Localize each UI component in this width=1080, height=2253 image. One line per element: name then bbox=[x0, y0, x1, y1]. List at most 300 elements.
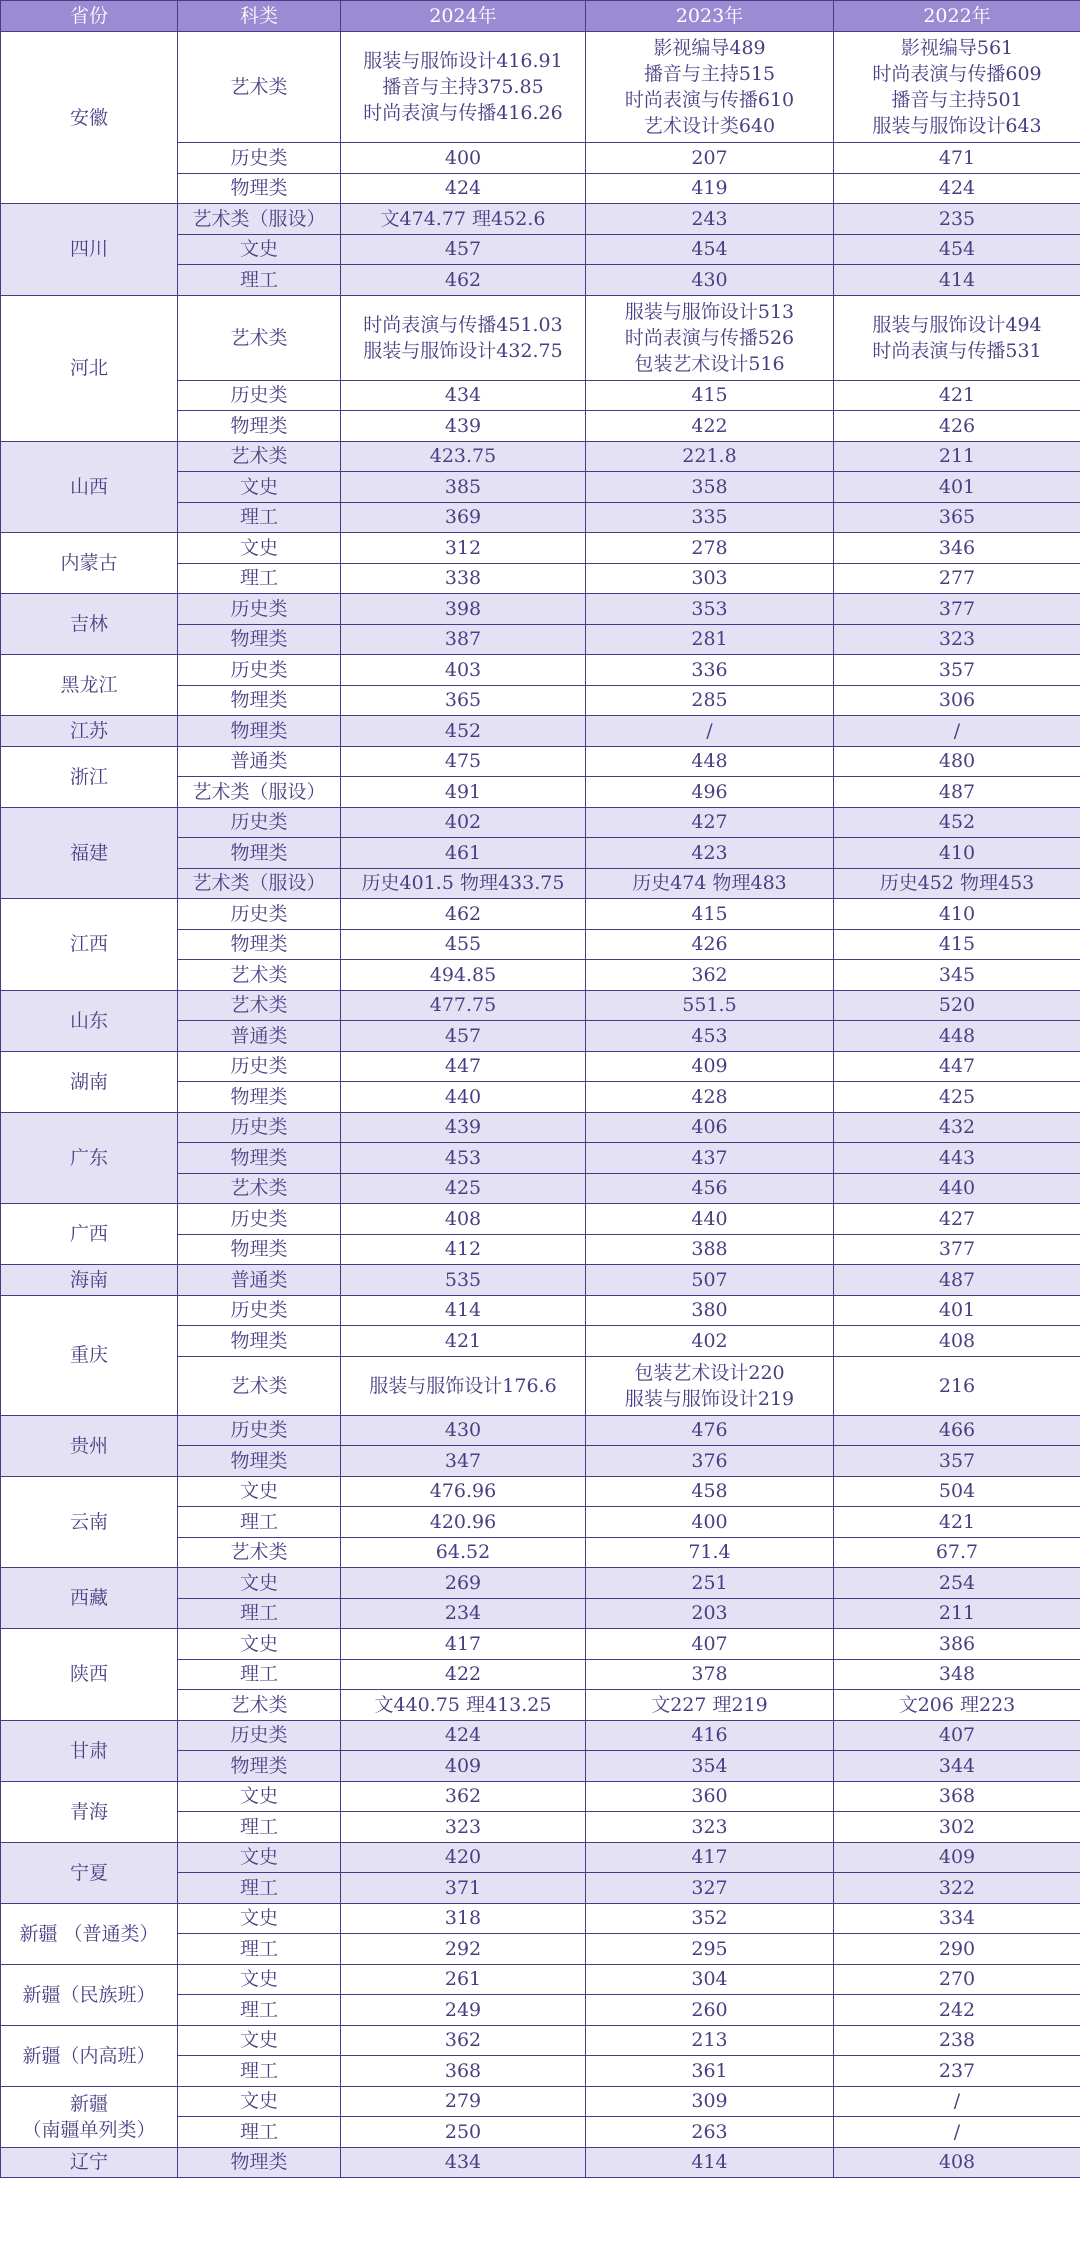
table-row bbox=[1, 1112, 1080, 1143]
score-cell-2024 bbox=[341, 1842, 586, 1873]
score-line: 476.96 bbox=[429, 1480, 497, 1503]
score-line: 408 bbox=[444, 1207, 482, 1230]
score-line: 424 bbox=[444, 1724, 482, 1747]
score-cell-2022 bbox=[834, 533, 1080, 564]
score-line: 318 bbox=[444, 1907, 482, 1930]
category-cell: 文史 bbox=[178, 1476, 341, 1507]
score-line: 385 bbox=[444, 475, 482, 498]
score-line: 417 bbox=[444, 1632, 482, 1655]
category-cell: 艺术类 bbox=[178, 1690, 341, 1721]
table-row bbox=[1, 1295, 1080, 1326]
table-row bbox=[1, 204, 1080, 235]
score-line: 447 bbox=[444, 1055, 482, 1078]
score-line: 357 bbox=[938, 1449, 976, 1472]
score-line: 420.96 bbox=[429, 1510, 497, 1533]
header-year-2023: 2023年 bbox=[586, 1, 834, 32]
score-line: 475 bbox=[444, 750, 482, 773]
score-line: 327 bbox=[691, 1876, 728, 1899]
score-line: 434 bbox=[444, 384, 482, 407]
score-cell-2022 bbox=[834, 1356, 1080, 1415]
score-line: 400 bbox=[691, 1510, 728, 1533]
score-cell-2024 bbox=[341, 807, 586, 838]
score-cell-2022 bbox=[834, 1476, 1080, 1507]
score-line: 文440.75 理413.25 bbox=[374, 1693, 552, 1716]
score-cell-2024 bbox=[341, 746, 586, 777]
category-cell: 艺术类（服设） bbox=[178, 204, 341, 235]
score-line: 414 bbox=[444, 1299, 482, 1322]
category-cell: 物理类 bbox=[178, 685, 341, 716]
province-cell: 浙江 bbox=[1, 746, 178, 807]
score-line: 时尚表演与传播451.03 bbox=[363, 313, 563, 336]
score-cell-2023 bbox=[586, 1995, 834, 2026]
province-cell: 青海 bbox=[1, 1781, 178, 1842]
score-cell-2024 bbox=[341, 1903, 586, 1934]
province-cell: 广东 bbox=[1, 1112, 178, 1204]
score-cell-2023 bbox=[586, 929, 834, 960]
score-cell-2023 bbox=[586, 295, 834, 380]
score-cell-2023 bbox=[586, 2117, 834, 2148]
score-line: 250 bbox=[444, 2120, 482, 2143]
score-cell-2022 bbox=[834, 143, 1080, 174]
score-line: 430 bbox=[444, 1419, 482, 1442]
score-cell-2022 bbox=[834, 32, 1080, 143]
score-line: 64.52 bbox=[435, 1541, 491, 1564]
score-cell-2024 bbox=[341, 502, 586, 533]
score-cell-2024 bbox=[341, 1995, 586, 2026]
score-cell-2022 bbox=[834, 1934, 1080, 1965]
score-line: 服装与服饰设计432.75 bbox=[363, 339, 563, 362]
score-cell-2024 bbox=[341, 868, 586, 899]
category-cell: 文史 bbox=[178, 1903, 341, 1934]
score-cell-2024 bbox=[341, 1021, 586, 1052]
table-row bbox=[1, 441, 1080, 472]
table-body bbox=[1, 32, 1080, 2178]
score-cell-2022 bbox=[834, 2117, 1080, 2148]
score-line: 424 bbox=[444, 177, 482, 200]
score-cell-2024 bbox=[341, 411, 586, 442]
score-line: 387 bbox=[444, 628, 482, 651]
score-line: 423 bbox=[691, 841, 728, 864]
table-row bbox=[1, 2025, 1080, 2056]
score-cell-2022 bbox=[834, 1082, 1080, 1113]
table-row bbox=[1, 1629, 1080, 1660]
score-line: 243 bbox=[691, 207, 728, 230]
score-line: 323 bbox=[938, 628, 976, 651]
score-cell-2023 bbox=[586, 1781, 834, 1812]
category-cell: 普通类 bbox=[178, 1265, 341, 1296]
category-cell: 历史类 bbox=[178, 807, 341, 838]
score-line: 影视编导489 bbox=[653, 37, 766, 59]
category-cell: 理工 bbox=[178, 265, 341, 296]
table-row bbox=[1, 1476, 1080, 1507]
score-line: 354 bbox=[691, 1754, 728, 1777]
score-line: 448 bbox=[938, 1024, 976, 1047]
score-line: 471 bbox=[938, 146, 976, 169]
score-line: 345 bbox=[938, 963, 976, 986]
score-cell-2023 bbox=[586, 1143, 834, 1174]
score-cell-2022 bbox=[834, 1629, 1080, 1660]
table-row bbox=[1, 1964, 1080, 1995]
score-cell-2024 bbox=[341, 777, 586, 808]
score-cell-2023 bbox=[586, 533, 834, 564]
category-cell: 文史 bbox=[178, 472, 341, 503]
score-cell-2022 bbox=[834, 265, 1080, 296]
score-line: 211 bbox=[938, 1602, 976, 1625]
score-line: 458 bbox=[691, 1480, 728, 1503]
score-cell-2022 bbox=[834, 2025, 1080, 2056]
score-line: 362 bbox=[691, 963, 728, 986]
table-row bbox=[1, 295, 1080, 380]
table-row bbox=[1, 1265, 1080, 1296]
score-line: 424 bbox=[938, 177, 976, 200]
score-cell-2024 bbox=[341, 1964, 586, 1995]
score-cell-2023 bbox=[586, 1812, 834, 1843]
score-cell-2023 bbox=[586, 2086, 834, 2117]
score-cell-2023 bbox=[586, 594, 834, 625]
score-cell-2024 bbox=[341, 990, 586, 1021]
score-cell-2022 bbox=[834, 173, 1080, 204]
score-line: 艺术设计类640 bbox=[643, 115, 776, 137]
province-cell: 贵州 bbox=[1, 1415, 178, 1476]
score-cell-2024 bbox=[341, 929, 586, 960]
score-line: 338 bbox=[444, 567, 482, 590]
score-line: 423.75 bbox=[429, 445, 497, 468]
table-row bbox=[1, 899, 1080, 930]
province-cell: 陕西 bbox=[1, 1629, 178, 1721]
score-line: 456 bbox=[691, 1177, 728, 1200]
score-cell-2023 bbox=[586, 868, 834, 899]
score-line: 304 bbox=[691, 1968, 728, 1991]
score-cell-2024 bbox=[341, 2117, 586, 2148]
score-cell-2024 bbox=[341, 960, 586, 991]
score-line: 包装艺术设计220 bbox=[634, 1361, 785, 1384]
score-line: 432 bbox=[938, 1116, 976, 1139]
score-line: 409 bbox=[691, 1055, 728, 1078]
score-line: 71.4 bbox=[688, 1541, 731, 1564]
province-cell: 新疆 （普通类） bbox=[1, 1903, 178, 1964]
score-line: 415 bbox=[691, 902, 728, 925]
score-line: 295 bbox=[691, 1937, 728, 1960]
score-line: 290 bbox=[938, 1937, 976, 1960]
category-cell: 艺术类 bbox=[178, 1356, 341, 1415]
score-cell-2024 bbox=[341, 1690, 586, 1721]
score-line: 430 bbox=[691, 268, 728, 291]
score-line: 447 bbox=[938, 1055, 976, 1078]
score-line: 文227 理219 bbox=[651, 1693, 768, 1716]
score-cell-2024 bbox=[341, 594, 586, 625]
category-cell: 物理类 bbox=[178, 1446, 341, 1477]
province-cell: 新疆（民族班） bbox=[1, 1964, 178, 2025]
score-line: / bbox=[953, 719, 961, 742]
score-line: 285 bbox=[691, 689, 728, 712]
score-line: 302 bbox=[938, 1815, 976, 1838]
province-cell: 重庆 bbox=[1, 1295, 178, 1415]
score-cell-2022 bbox=[834, 1326, 1080, 1357]
category-cell: 历史类 bbox=[178, 1415, 341, 1446]
score-cell-2023 bbox=[586, 1173, 834, 1204]
province-cell: 江苏 bbox=[1, 716, 178, 747]
score-line: 播音与主持375.85 bbox=[382, 76, 544, 98]
score-cell-2022 bbox=[834, 1234, 1080, 1265]
score-line: 服装与服饰设计643 bbox=[872, 115, 1042, 137]
score-cell-2022 bbox=[834, 380, 1080, 411]
score-cell-2023 bbox=[586, 1903, 834, 1934]
score-cell-2023 bbox=[586, 234, 834, 265]
score-cell-2024 bbox=[341, 716, 586, 747]
score-cell-2022 bbox=[834, 1781, 1080, 1812]
score-cell-2024 bbox=[341, 1781, 586, 1812]
score-line: 477.75 bbox=[429, 994, 497, 1017]
score-line: 407 bbox=[938, 1724, 976, 1747]
category-cell: 艺术类 bbox=[178, 960, 341, 991]
table-row bbox=[1, 1720, 1080, 1751]
score-line: 415 bbox=[938, 933, 976, 956]
province-cell: 辽宁 bbox=[1, 2147, 178, 2178]
score-cell-2023 bbox=[586, 1476, 834, 1507]
score-cell-2024 bbox=[341, 441, 586, 472]
score-line: 380 bbox=[691, 1299, 728, 1322]
score-cell-2023 bbox=[586, 1659, 834, 1690]
header-province: 省份 bbox=[1, 1, 178, 32]
score-line: 时尚表演与传播610 bbox=[624, 89, 795, 111]
province-cell: 山西 bbox=[1, 441, 178, 533]
table-row bbox=[1, 1903, 1080, 1934]
category-cell: 文史 bbox=[178, 1568, 341, 1599]
score-line: 362 bbox=[444, 2029, 482, 2052]
category-cell: 普通类 bbox=[178, 1021, 341, 1052]
score-cell-2024 bbox=[341, 1143, 586, 1174]
score-cell-2024 bbox=[341, 2086, 586, 2117]
category-cell: 文史 bbox=[178, 1629, 341, 1660]
score-line: 358 bbox=[691, 475, 728, 498]
score-line: 377 bbox=[938, 597, 976, 620]
score-line: 277 bbox=[938, 567, 976, 590]
category-cell: 理工 bbox=[178, 2117, 341, 2148]
score-cell-2024 bbox=[341, 1295, 586, 1326]
score-line: 466 bbox=[938, 1419, 976, 1442]
table-row bbox=[1, 990, 1080, 1021]
score-line: 365 bbox=[938, 506, 976, 529]
score-line: 454 bbox=[691, 238, 728, 261]
score-line: 211 bbox=[938, 445, 976, 468]
province-cell: 安徽 bbox=[1, 32, 178, 204]
table-row bbox=[1, 1204, 1080, 1235]
score-line: 421 bbox=[444, 1329, 482, 1352]
score-line: 400 bbox=[444, 146, 482, 169]
score-line: 410 bbox=[938, 841, 976, 864]
province-cell: 新疆 （南疆单列类） bbox=[1, 2086, 178, 2147]
score-cell-2023 bbox=[586, 1446, 834, 1477]
score-cell-2022 bbox=[834, 1690, 1080, 1721]
category-cell: 历史类 bbox=[178, 1295, 341, 1326]
score-line: 504 bbox=[938, 1480, 976, 1503]
score-line: 440 bbox=[444, 1085, 482, 1108]
score-line: 398 bbox=[444, 597, 482, 620]
score-line: 476 bbox=[691, 1419, 728, 1442]
score-cell-2024 bbox=[341, 173, 586, 204]
score-line: 历史401.5 物理433.75 bbox=[361, 872, 565, 895]
score-line: 487 bbox=[938, 780, 976, 803]
table-row bbox=[1, 2147, 1080, 2178]
score-cell-2023 bbox=[586, 838, 834, 869]
score-line: 417 bbox=[691, 1846, 728, 1869]
header-year-2022: 2022年 bbox=[834, 1, 1080, 32]
score-cell-2022 bbox=[834, 1659, 1080, 1690]
score-line: 425 bbox=[444, 1177, 482, 1200]
score-cell-2023 bbox=[586, 655, 834, 686]
score-cell-2022 bbox=[834, 1537, 1080, 1568]
category-cell: 物理类 bbox=[178, 2147, 341, 2178]
score-line: / bbox=[706, 719, 713, 742]
score-cell-2024 bbox=[341, 143, 586, 174]
score-line: 服装与服饰设计494 bbox=[872, 313, 1042, 336]
score-line: / bbox=[953, 2120, 961, 2143]
score-line: 455 bbox=[444, 933, 482, 956]
score-line: / bbox=[953, 2090, 961, 2113]
score-cell-2022 bbox=[834, 868, 1080, 899]
score-cell-2024 bbox=[341, 234, 586, 265]
score-cell-2024 bbox=[341, 1568, 586, 1599]
province-cell: 新疆（内高班） bbox=[1, 2025, 178, 2086]
score-cell-2022 bbox=[834, 502, 1080, 533]
province-cell: 西藏 bbox=[1, 1568, 178, 1629]
score-line: 434 bbox=[444, 2151, 482, 2174]
score-cell-2022 bbox=[834, 2147, 1080, 2178]
score-cell-2023 bbox=[586, 1415, 834, 1446]
score-cell-2023 bbox=[586, 204, 834, 235]
score-line: 457 bbox=[444, 1024, 482, 1047]
score-cell-2024 bbox=[341, 265, 586, 296]
score-cell-2023 bbox=[586, 1690, 834, 1721]
category-cell: 艺术类（服设） bbox=[178, 777, 341, 808]
category-cell: 艺术类 bbox=[178, 295, 341, 380]
category-cell: 普通类 bbox=[178, 746, 341, 777]
score-cell-2023 bbox=[586, 411, 834, 442]
score-line: 487 bbox=[938, 1268, 976, 1291]
header-year-2024: 2024年 bbox=[341, 1, 586, 32]
score-line: 491 bbox=[444, 780, 482, 803]
category-cell: 历史类 bbox=[178, 655, 341, 686]
table-row bbox=[1, 655, 1080, 686]
score-line: 421 bbox=[938, 384, 976, 407]
category-cell: 理工 bbox=[178, 2056, 341, 2087]
table-row bbox=[1, 533, 1080, 564]
province-cell: 湖南 bbox=[1, 1051, 178, 1112]
score-cell-2024 bbox=[341, 472, 586, 503]
score-cell-2024 bbox=[341, 1507, 586, 1538]
score-cell-2024 bbox=[341, 533, 586, 564]
score-line: 357 bbox=[938, 658, 976, 681]
header-category: 科类 bbox=[178, 1, 341, 32]
score-line: 362 bbox=[444, 1785, 482, 1808]
score-line: 323 bbox=[444, 1815, 482, 1838]
province-cell: 福建 bbox=[1, 807, 178, 899]
score-line: 237 bbox=[938, 2059, 976, 2082]
score-line: 360 bbox=[691, 1785, 728, 1808]
score-cell-2023 bbox=[586, 1964, 834, 1995]
score-cell-2023 bbox=[586, 563, 834, 594]
score-cell-2024 bbox=[341, 1051, 586, 1082]
score-line: 402 bbox=[444, 811, 482, 834]
score-cell-2023 bbox=[586, 2025, 834, 2056]
score-cell-2024 bbox=[341, 1082, 586, 1113]
score-cell-2023 bbox=[586, 380, 834, 411]
score-cell-2024 bbox=[341, 380, 586, 411]
category-cell: 物理类 bbox=[178, 411, 341, 442]
score-cell-2024 bbox=[341, 624, 586, 655]
score-cell-2023 bbox=[586, 1356, 834, 1415]
score-line: 334 bbox=[938, 1907, 976, 1930]
score-cell-2023 bbox=[586, 899, 834, 930]
score-line: 378 bbox=[691, 1663, 728, 1686]
score-cell-2022 bbox=[834, 295, 1080, 380]
table-row bbox=[1, 2086, 1080, 2117]
score-cell-2022 bbox=[834, 1415, 1080, 1446]
score-line: 406 bbox=[691, 1116, 728, 1139]
province-cell: 河北 bbox=[1, 295, 178, 441]
score-cell-2023 bbox=[586, 1873, 834, 1904]
category-cell: 历史类 bbox=[178, 1204, 341, 1235]
score-line: 461 bbox=[444, 841, 482, 864]
score-cell-2024 bbox=[341, 1720, 586, 1751]
score-line: 535 bbox=[444, 1268, 482, 1291]
score-cell-2022 bbox=[834, 411, 1080, 442]
score-cell-2022 bbox=[834, 777, 1080, 808]
score-cell-2024 bbox=[341, 1112, 586, 1143]
score-line: 281 bbox=[691, 628, 728, 651]
score-line: 437 bbox=[691, 1146, 728, 1169]
score-cell-2024 bbox=[341, 1234, 586, 1265]
score-cell-2023 bbox=[586, 1326, 834, 1357]
score-cell-2022 bbox=[834, 1812, 1080, 1843]
score-line: 213 bbox=[691, 2029, 728, 2052]
province-cell: 山东 bbox=[1, 990, 178, 1051]
score-line: 427 bbox=[691, 811, 728, 834]
score-cell-2022 bbox=[834, 1964, 1080, 1995]
table-header bbox=[1, 1, 1080, 32]
category-cell: 理工 bbox=[178, 1934, 341, 1965]
score-line: 440 bbox=[691, 1207, 728, 1230]
score-cell-2022 bbox=[834, 1873, 1080, 1904]
score-line: 服装与服饰设计416.91 bbox=[363, 50, 563, 72]
score-cell-2022 bbox=[834, 472, 1080, 503]
score-line: 影视编导561 bbox=[900, 37, 1014, 59]
score-line: 包装艺术设计516 bbox=[634, 352, 785, 375]
score-line: 408 bbox=[938, 1329, 976, 1352]
score-line: 254 bbox=[938, 1571, 976, 1594]
score-line: 426 bbox=[938, 414, 976, 437]
score-line: 216 bbox=[938, 1374, 976, 1397]
score-line: 时尚表演与传播416.26 bbox=[363, 102, 563, 124]
table-row bbox=[1, 746, 1080, 777]
score-cell-2024 bbox=[341, 32, 586, 143]
score-line: 401 bbox=[938, 1299, 976, 1322]
score-line: 386 bbox=[938, 1632, 976, 1655]
score-line: 368 bbox=[444, 2059, 482, 2082]
score-line: 292 bbox=[444, 1937, 482, 1960]
score-cell-2024 bbox=[341, 1415, 586, 1446]
score-cell-2022 bbox=[834, 624, 1080, 655]
score-cell-2023 bbox=[586, 502, 834, 533]
score-line: 520 bbox=[938, 994, 976, 1017]
score-line: 263 bbox=[691, 2120, 728, 2143]
score-line: 261 bbox=[444, 1968, 482, 1991]
score-line: 428 bbox=[691, 1085, 728, 1108]
score-line: 422 bbox=[691, 414, 728, 437]
score-line: 269 bbox=[444, 1571, 482, 1594]
score-cell-2024 bbox=[341, 1173, 586, 1204]
score-line: 421 bbox=[938, 1510, 976, 1533]
